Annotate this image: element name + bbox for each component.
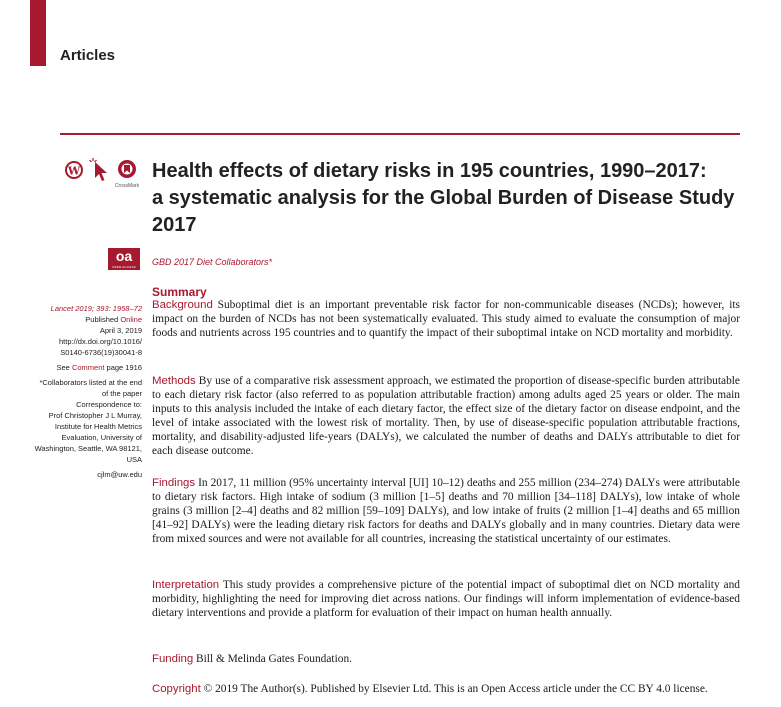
article-title [152, 158, 752, 239]
abstract-background [152, 298, 740, 340]
methods-heading: Methods [152, 375, 196, 387]
journal-color-bar [30, 0, 46, 66]
citation: Lancet 2019; 393: 1958–72 [50, 304, 142, 313]
correspondence-country: USA [126, 455, 142, 464]
methods-text: By use of a comparative risk assessment approach, we estimated the proportion of disease-specific burden attributable to each dietary risk factor (also referred to as population attributable fraction) among adults aged 25 years or older. The main inputs to this analysis included the intake of each dietary factor, the effect size of the dietary factor on disease endpoint, and the level of intake associated with the lowest risk of mortality. Then, by use of disease-specific population attributable fractions, mortality, and disability-adjusted life-years (DALYs), we calculated the number of deaths and DALYs attributable to diet for each disease outcome. [152, 375, 740, 457]
published-prefix: Published [85, 315, 121, 324]
abstract-funding [152, 652, 740, 666]
funding-heading: Funding [152, 653, 194, 665]
comment-link[interactable]: Comment [71, 363, 105, 372]
cursor-icon [90, 158, 108, 181]
abstract-methods [152, 374, 740, 458]
correspondence-email[interactable]: cjlm@uw.edu [97, 470, 142, 479]
crossmark-icon[interactable] [115, 160, 140, 189]
svg-text:W: W [67, 164, 81, 178]
abstract-findings [152, 476, 740, 546]
title-line-2: a systematic analysis for the Global Burden of Disease Study [152, 187, 735, 209]
title-line-3: 2017 [152, 214, 197, 236]
see-suffix: page 1916 [104, 363, 142, 372]
findings-heading: Findings [152, 477, 196, 489]
title-line-1: Health effects of dietary risks in 195 countries, 1990–2017: [152, 160, 707, 182]
abstract-copyright [152, 682, 740, 696]
article-badges [64, 156, 144, 196]
correspondence-label: Correspondence to: [76, 400, 142, 409]
published-online-link[interactable]: Online [120, 315, 142, 324]
collaborators-note-2: of the paper [101, 389, 142, 398]
interpretation-text: This study provides a comprehensive picture of the potential impact of suboptimal diet on NCD mortality and morbidity, highlighting the need for improving diet across nations. Our findings will inform implementation of evidence-based dietary interventions and provide a platform for evaluation of their impact on human health annually. [152, 579, 740, 619]
web-first-icon [66, 162, 82, 178]
article-sidebar [30, 303, 142, 484]
abstract-interpretation [152, 578, 740, 620]
background-text: Suboptimal diet is an important preventable risk factor for non-communicable diseases (NCDs); however, its impact on the burden of NCDs has not been systematically evaluated. This study aimed to evaluate the consumption of major foods and nutrients across 195 countries and to quantify the impact of their suboptimal intake on NCD mortality and morbidity. [152, 299, 740, 339]
summary-heading: Summary [152, 285, 207, 299]
findings-text: In 2017, 11 million (95% uncertainty interval [UI] 10–12) deaths and 255 million (234–274) DALYs were attributable to dietary risk factors. High intake of sodium (3 million [1–5] deaths and 70 million [34–118] DALYs), low intake of whole grains (3 million [2–4] deaths and 82 million [59–109] DALYs), and low intake of fruits (2 million [1–4] deaths and 65 million [41–92] DALYs) were the leading dietary risk factors for deaths and DALYs globally and in many countries. Dietary data were from mixed sources and were not available for all countries, increasing the statistical uncertainty of our estimates. [152, 477, 740, 545]
section-label: Articles [60, 47, 116, 64]
doi-line-1[interactable]: http://dx.doi.org/10.1016/ [59, 337, 142, 346]
correspondence-institute-3: Washington, Seattle, WA 98121, [34, 444, 142, 453]
open-access-badge [108, 248, 140, 270]
header-divider [60, 133, 740, 135]
interpretation-heading: Interpretation [152, 579, 220, 591]
copyright-text: © 2019 The Author(s). Published by Elsevier Ltd. This is an Open Access article under the CC BY 4.0 license. [200, 683, 708, 695]
oa-label: oa [115, 248, 133, 264]
see-prefix: See [56, 363, 72, 372]
oa-sublabel: OPEN ACCESS [112, 265, 136, 269]
copyright-heading: Copyright [152, 683, 201, 695]
funding-text: Bill & Melinda Gates Foundation. [193, 653, 352, 665]
correspondence-institute-1: Institute for Health Metrics [54, 422, 142, 431]
correspondence-institute-2: Evaluation, University of [61, 433, 142, 442]
publication-date: April 3, 2019 [99, 326, 142, 335]
crossmark-label: CrossMark [114, 183, 140, 189]
doi-line-2[interactable]: S0140-6736(19)30041-8 [60, 348, 142, 357]
author-group: GBD 2017 Diet Collaborators* [152, 257, 273, 267]
background-heading: Background [152, 299, 213, 311]
correspondence-name: Prof Christopher J L Murray, [48, 411, 142, 420]
collaborators-note-1: *Collaborators listed at the end [39, 378, 142, 387]
